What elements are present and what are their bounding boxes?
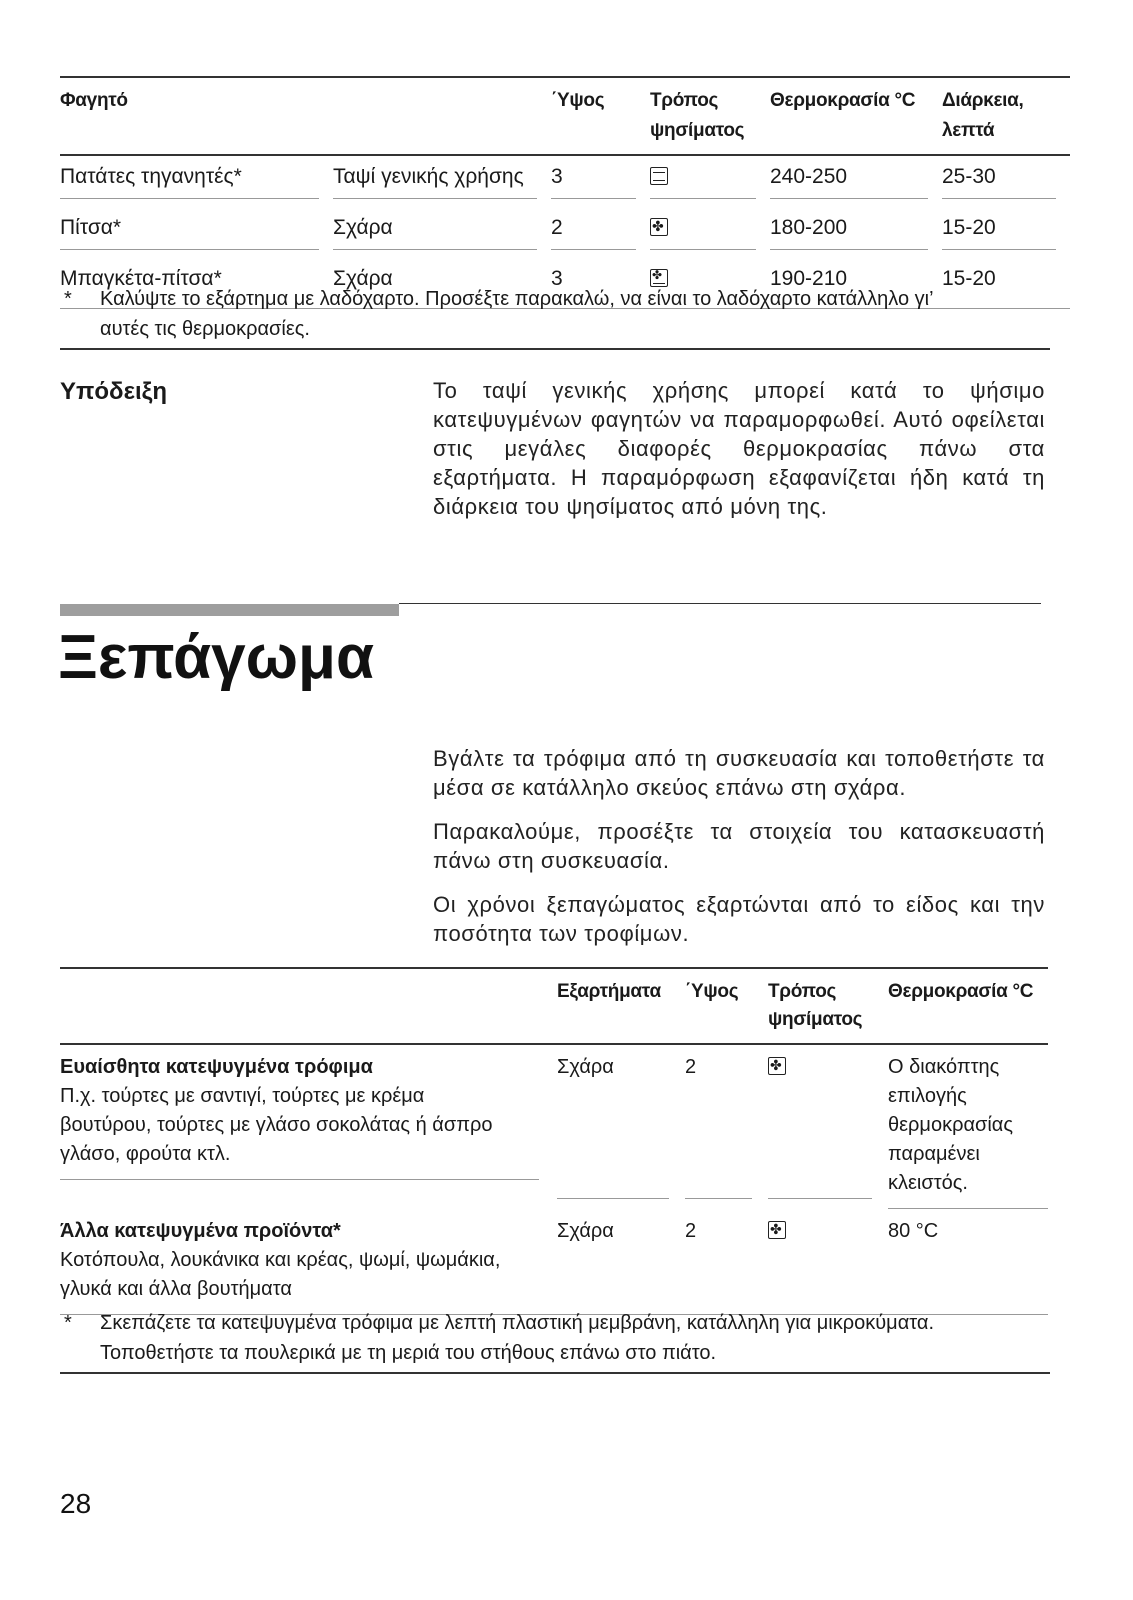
table-row [60, 1209, 1048, 1315]
duration: 15-20 [942, 267, 996, 290]
section-bar [60, 604, 399, 616]
accessory: Σχάρα [557, 1053, 669, 1199]
table2-footnote: * Σκεπάζετε τα κατεψυγμένα τρόφιμα με λεπτή πλαστική μεμβράνη, κατάλληλη για μικροκύματα. Τοποθετήστε τα πουλερικά με τη μεριά του στήθους επάνω στο πιάτο. [64, 1312, 934, 1364]
temperature: 180-200 [770, 214, 928, 250]
temperature: Ο διακόπτης επιλογής θερμοκρασίας παραμένει κλειστός. [888, 1053, 1048, 1209]
level: 2 [551, 214, 636, 250]
accessory: Σχάρα [333, 267, 393, 290]
food-title: Άλλα κατεψυγμένα προϊόντα* [60, 1220, 341, 1242]
table1-footnote: * Καλύψτε το εξάρτημα με λαδόχαρτο. Προσέξτε παρακαλώ, να είναι το λαδόχαρτο κατάλληλο γι’ αυτές τις θερμοκρασίες. [64, 288, 934, 340]
header-mode: Τρόπος ψησίματος [768, 969, 888, 1045]
food-description: Π.χ. τούρτες με σαντιγί, τούρτες με κρέμα βουτύρου, τούρτες με γλάσο σοκολάτας ή άσπρο γλάσο, φρούτα κτλ. [60, 1085, 493, 1165]
header-accessory: Εξαρτήματα [557, 969, 685, 1045]
hint-text: Το ταψί γενικής χρήσης μπορεί κατά το ψήσιμο κατεψυγμένων φαγητών να παραμορφωθεί. Αυτό οφείλεται στις μεγάλες διαφορές θερμοκρασίας πάνω στα εξαρτήματα. Η παραμόρφωση εξαφανίζεται ήδη κατά τη διάρκεια του ψησίματος από μόνη της. [433, 378, 1045, 519]
temperature: 190-210 [770, 267, 848, 290]
header-food: Φαγητό [60, 78, 551, 156]
duration: 15-20 [942, 214, 1056, 250]
header-level: ΄Υψος [685, 969, 768, 1045]
food-name: Πίτσα* [60, 214, 319, 250]
section-title: Ξεπάγωμα [58, 623, 375, 692]
header-mode: Τρόπος ψησίματος [650, 78, 770, 156]
section-line [399, 603, 1041, 604]
level: 2 [685, 1220, 697, 1242]
food-description: Κοτόπουλα, λουκάνικα και κρέας, ψωμί, ψωμάκια, γλυκά και άλλα βουτήματα [60, 1249, 501, 1300]
hint-title: Υπόδειξη [60, 378, 168, 405]
temperature: 240-250 [770, 163, 928, 199]
accessory: Ταψί γενικής χρήσης [333, 163, 537, 199]
baking-table [60, 76, 1070, 309]
table-row [60, 1045, 1048, 1209]
top-bottom-heat-icon [650, 167, 668, 185]
section-paragraph: Παρακαλούμε, προσέξτε τα στοιχεία του κατασκευαστή πάνω στη συσκευασία. [433, 819, 1045, 873]
header-temp: Θερμοκρασία °C [888, 969, 1048, 1045]
temperature: 80 °C [888, 1220, 939, 1242]
header-level: ΄Υψος [551, 78, 650, 156]
header-time: Διάρκεια, λεπτά [942, 78, 1070, 156]
hot-air-icon [768, 1221, 786, 1239]
page-number: 28 [60, 1488, 92, 1519]
defrost-table [60, 967, 1048, 1315]
section-paragraph: Οι χρόνοι ξεπαγώματος εξαρτώνται από το είδος και την ποσότητα των τροφίμων. [433, 892, 1045, 946]
table-row [60, 207, 1070, 258]
level: 3 [551, 267, 563, 290]
divider [60, 1372, 1050, 1374]
food-title: Ευαίσθητα κατεψυγμένα τρόφιμα [60, 1056, 373, 1078]
section-paragraph: Βγάλτε τα τρόφιμα από τη συσκευασία και τοποθετήστε τα μέσα σε κατάλληλο σκεύος επάνω στη σχάρα. [433, 746, 1045, 800]
food-name: Μπαγκέτα-πίτσα* [60, 267, 222, 290]
header-food [60, 969, 557, 1045]
level: 2 [685, 1053, 752, 1199]
duration: 25-30 [942, 163, 1056, 199]
header-temp: Θερμοκρασία °C [770, 78, 942, 156]
food-name: Πατάτες τηγανητές* [60, 163, 319, 199]
divider [60, 348, 1050, 350]
accessory: Σχάρα [557, 1220, 614, 1242]
hot-air-icon [650, 218, 668, 236]
level: 3 [551, 163, 636, 199]
accessory: Σχάρα [333, 214, 537, 250]
hot-air-icon [768, 1057, 786, 1075]
table-row [60, 156, 1070, 207]
